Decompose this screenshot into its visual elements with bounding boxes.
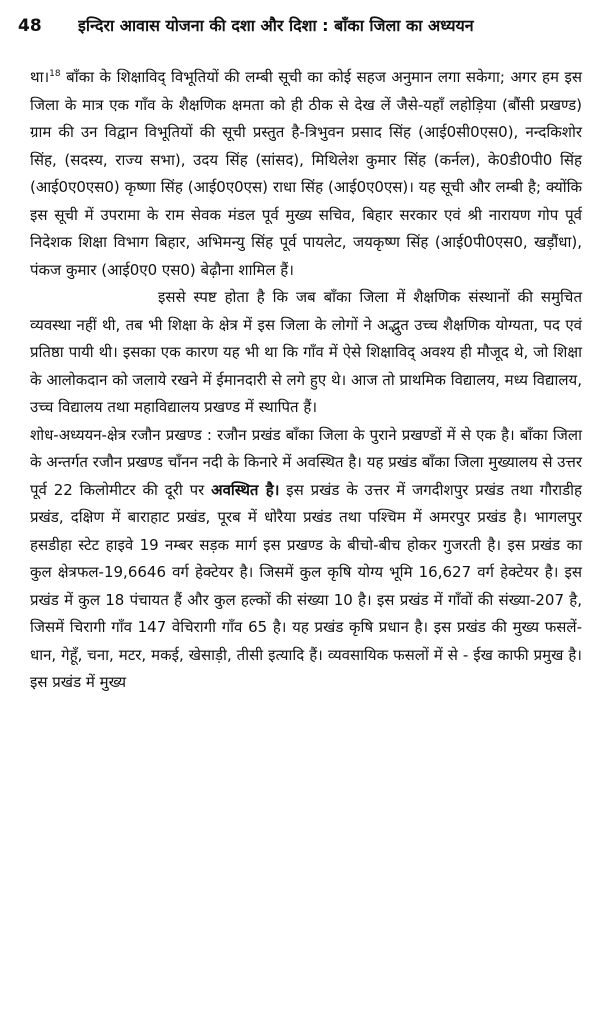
paragraph-3-bold: अवस्थित है। <box>211 480 280 499</box>
paragraph-1-text: बाँका के शिक्षाविद् विभूतियों की लम्बी सूची का कोई सहज अनुमान लगा सकेगा; अगर हम इस जिला के मात्र एक गाँव के शैक्षणिक क्षमता को ही ठीक से देख लें जैसे-यहाँ लहोड़िया (बौंसी प्रखण्ड) ग्राम की उन विद्वान विभूतियों की सूची प्रस्तुत है-त्रिभुवन प्रसाद सिंह (आई0सी0एस0), नन्दकिशोर सिंह, (सदस्य, राज्य सभा), उदय सिंह (सांसद), मिथिलेश कुमार सिंह (कर्नल), के0डी0पी0 सिंह (आई0ए0एस0) कृष्णा सिंह (आई0ए0एस) राधा सिंह (आई0ए0एस)। यह सूची और लम्बी है; क्योंकि इस सूची में उपरामा के राम सेवक मंडल पूर्व मुख्य सचिव, बिहार सरकार एवं श्री नारायण गोप पूर्व निदेशक शिक्षा विभाग बिहार, अभिमन्यु सिंह पूर्व पायलेट, जयकृष्ण सिंह (आई0पी0एस0, खड़ौंधा), पंकज कुमार (आई0ए0 एस0) बेढ़ौना शामिल हैं। <box>30 68 582 279</box>
paragraph-1 <box>30 64 582 284</box>
paragraph-2 <box>30 284 582 422</box>
paragraph-2-text: इससे स्पष्ट होता है कि जब बाँका जिला में शैक्षणिक संस्थानों की समुचित व्यवस्था नहीं थी, तब भी शिक्षा के क्षेत्र में इस जिला के लोगों ने अद्भुत उच्च शैक्षणिक योग्यता, पद एवं प्रतिष्ठा पायी थी। इसका एक कारण यह भी था कि गाँव में ऐसे शिक्षाविद् अवश्य ही मौजूद थे, जो शिक्षा के आलोकदान को जलाये रखने में ईमानदारी से लगे हुए थे। आज तो प्राथमिक विद्यालय, मध्य विद्यालय, उच्च विद्यालय तथा महाविद्यालय प्रखण्ड में स्थापित हैं। <box>30 288 582 416</box>
paragraph-3-text-a: रजौन प्रखंड बाँका जिला के पुराने प्रखण्डों में से एक है। बाँका जिला के अन्तर्गत रजौन प्रखण्ड चाँनन नदी के किनारे में अवस्थित है। यह प्रखंड बाँका जिला मुख्यालय से उत्तर पूर्व 22 किलोमीटर की दूरी पर <box>30 425 582 499</box>
paragraph-3-text-b: इस प्रखंड के उत्तर में जगदीशपुर प्रखंड तथा गौराडीह प्रखंड, दक्षिण में बाराहाट प्रखंड, पूरब में धोरैया प्रखंड तथा पश्चिम में अमरपुर प्रखंड है। भागलपुर हसडीहा स्टेट हाइवे 19 नम्बर सड़क मार्ग इस प्रखण्ड के बीचो-बीच होकर गुजरती है। इस प्रखंड का कुल क्षेत्रफल-19,6646 वर्ग हेक्टेयर है। जिसमें कुल कृषि योग्य भूमि 16,627 वर्ग हेक्टेयर है। इस प्रखंड में कुल 18 पंचायत हैं और कुल हल्कों की संख्या 10 है। इस प्रखंड में गाँवों की संख्या-207 है, जिसमें चिरागी गाँव 147 वेचिरागी गाँव 65 है। यह प्रखंड कृषि प्रधान है। इस प्रखंड की मुख्य फसलें-धान, गेहूँ, चना, मटर, मकई, खेसाड़ी, तीसी इत्यादि हैं। व्यवसायिक फसलों में से - ईख काफी प्रमुख है। इस प्रखंड में मुख्य <box>30 480 582 691</box>
paragraph-1-start: था। <box>30 68 50 86</box>
footnote-reference[interactable]: 18 <box>49 69 61 79</box>
body-text <box>30 64 582 697</box>
page-number: 48 <box>18 16 42 36</box>
paragraph-3 <box>30 422 582 697</box>
page-header <box>0 14 600 44</box>
section-lead: शोध-अध्ययन-क्षेत्र रजौन प्रखण्ड : <box>30 425 212 444</box>
running-title: इन्दिरा आवास योजना की दशा और दिशा : बाँका जिला का अध्ययन <box>78 16 474 35</box>
